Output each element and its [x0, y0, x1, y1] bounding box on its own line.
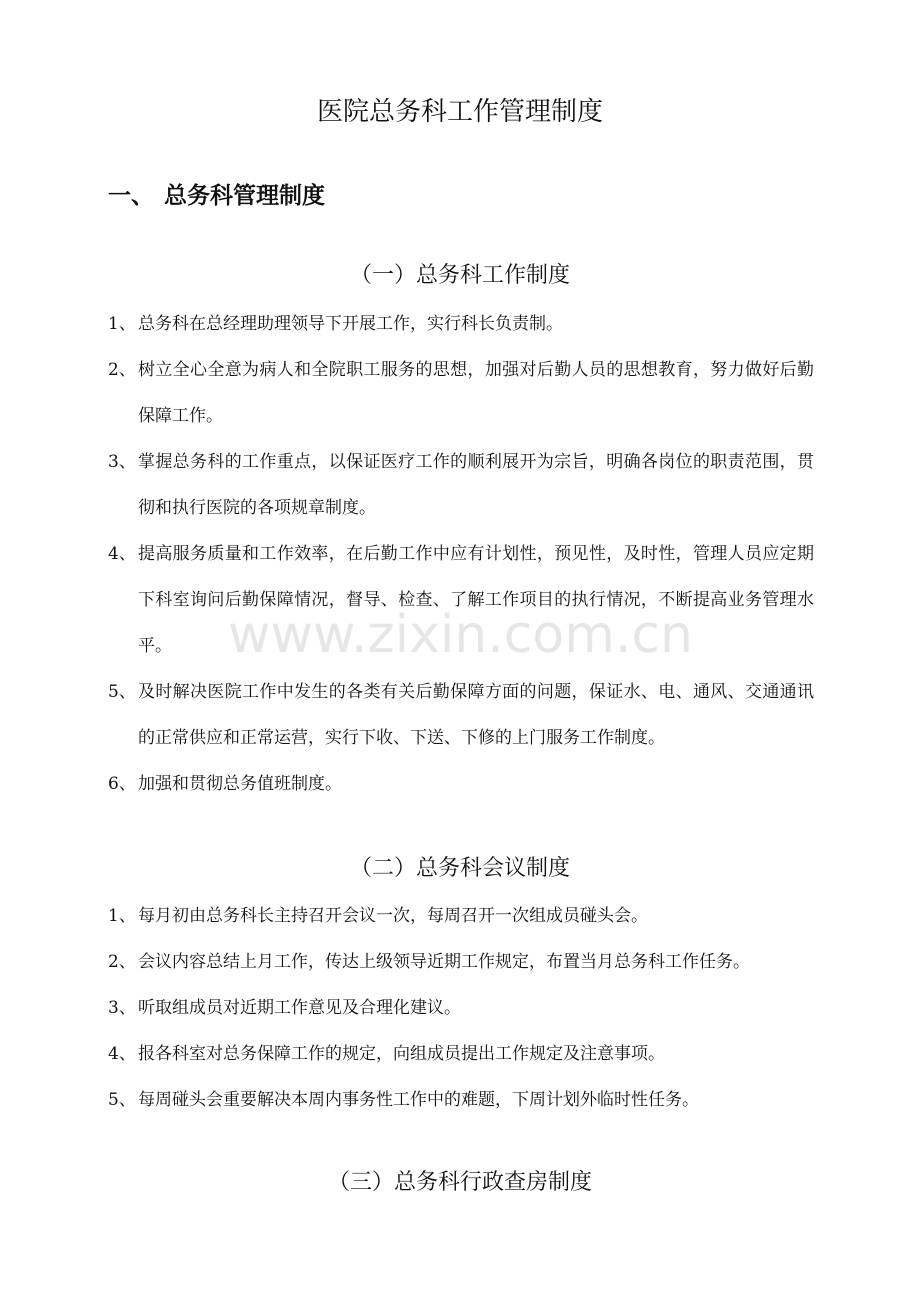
- item-number: 4、: [108, 1044, 136, 1064]
- chapter-title: 总务科管理制度: [164, 183, 325, 209]
- item-text: 会议内容总结上月工作，传达上级领导近期工作规定，布置当月总务科工作任务。: [138, 952, 750, 972]
- item-text: 每周碰头会重要解决本周内事务性工作中的难题，下周计划外临时性任务。: [138, 1090, 699, 1110]
- item-text: 提高服务质量和工作效率，在后勤工作中应有计划性，预见性，及时性，管理人员应定期下科室询问后勤保障情况，督导、检查、了解工作项目的执行情况，不断提高业务管理水平。: [138, 544, 814, 656]
- section-list-work-rules: [108, 301, 814, 807]
- list-item: [108, 439, 814, 531]
- section-heading-inspection-rules: （三）总务科行政查房制度: [327, 1170, 592, 1195]
- document-title: 医院总务科工作管理制度: [316, 97, 603, 127]
- item-number: 1、: [108, 314, 136, 334]
- section-list-meeting-rules: [108, 893, 814, 1123]
- section-heading-work-rules: （一）总务科工作制度: [349, 263, 570, 288]
- list-item: [108, 939, 814, 985]
- list-item: [108, 1077, 814, 1123]
- item-text: 报各科室对总务保障工作的规定，向组成员提出工作规定及注意事项。: [138, 1044, 665, 1064]
- chapter-number: 一、: [108, 183, 154, 209]
- item-number: 3、: [108, 998, 136, 1018]
- item-text: 听取组成员对近期工作意见及合理化建议。: [138, 998, 461, 1018]
- list-item: [108, 347, 814, 439]
- item-number: 2、: [108, 952, 136, 972]
- item-text: 掌握总务科的工作重点，以保证医疗工作的顺利展开为宗旨，明确各岗位的职责范围，贯彻和执行医院的各项规章制度。: [138, 452, 814, 518]
- list-item: [108, 301, 814, 347]
- list-item: [108, 985, 814, 1031]
- item-number: 4、: [108, 544, 136, 564]
- list-item: [108, 1031, 814, 1077]
- item-text: 及时解决医院工作中发生的各类有关后勤保障方面的问题，保证水、电、通风、交通通讯的正常供应和正常运营，实行下收、下送、下修的上门服务工作制度。: [138, 682, 814, 748]
- item-text: 加强和贯彻总务值班制度。: [138, 774, 342, 794]
- list-item: [108, 531, 814, 669]
- item-number: 6、: [108, 774, 136, 794]
- section-heading-meeting-rules: （二）总务科会议制度: [349, 856, 570, 881]
- item-text: 树立全心全意为病人和全院职工服务的思想，加强对后勤人员的思想教育，努力做好后勤保障工作。: [138, 360, 814, 426]
- list-item: [108, 761, 814, 807]
- list-item: [108, 669, 814, 761]
- item-text: 每月初由总务科长主持召开会议一次，每周召开一次组成员碰头会。: [138, 906, 648, 926]
- watermark: www.zixin.com.cn: [228, 605, 693, 665]
- list-item: [108, 893, 814, 939]
- item-number: 5、: [108, 682, 136, 702]
- item-number: 3、: [108, 452, 136, 472]
- item-number: 5、: [108, 1090, 136, 1110]
- item-text: 总务科在总经理助理领导下开展工作，实行科长负责制。: [138, 314, 563, 334]
- item-number: 2、: [108, 360, 136, 380]
- item-number: 1、: [108, 906, 136, 926]
- chapter-heading: [108, 178, 325, 214]
